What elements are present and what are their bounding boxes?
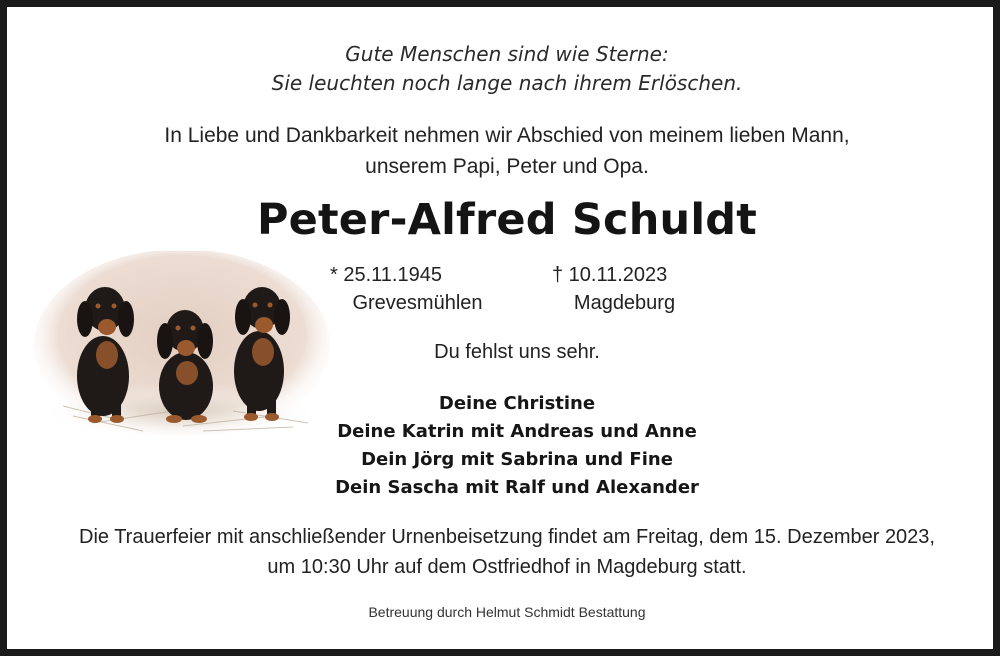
intro-line-1: In Liebe und Dankbarkeit nehmen wir Abschied von meinem lieben Mann, [164,124,850,147]
death-info [552,261,697,317]
ceremony-info [7,522,1000,582]
funeral-home-credit: Betreuung durch Helmut Schmidt Bestattung [368,604,646,620]
quote-line-2: Sie leuchten noch lange nach ihrem Erlöschen. [271,71,743,95]
family-member: Dein Sascha mit Ralf und Alexander [335,477,699,498]
family-member: Deine Katrin mit Andreas und Anne [337,421,697,442]
birth-place: Grevesmühlen [352,292,483,314]
missing-text: Du fehlst uns sehr. [434,341,600,363]
birth-info [330,261,505,317]
family-member: Dein Jörg mit Sabrina und Fine [361,449,673,470]
death-date: † 10.11.2023 [552,264,668,286]
intro-line-2: unserem Papi, Peter und Opa. [365,155,649,178]
family-member: Deine Christine [438,393,596,414]
quote-line-1: Gute Menschen sind wie Sterne: [345,42,669,66]
ceremony-line-1: Die Trauerfeier mit anschließender Urnenbeisetzung findet am Freitag, dem 15. Dezember 2023, [79,526,935,548]
deceased-name: Peter-Alfred Schuldt [256,195,758,245]
ceremony-line-2: um 10:30 Uhr auf dem Ostfriedhof in Magdeburg statt. [267,556,747,578]
birth-date: * 25.11.1945 [330,264,442,286]
memorial-quote [7,40,1000,98]
farewell-intro [7,120,1000,182]
death-place: Magdeburg [573,292,676,314]
dog-middle [157,310,213,423]
family-list [207,390,827,502]
